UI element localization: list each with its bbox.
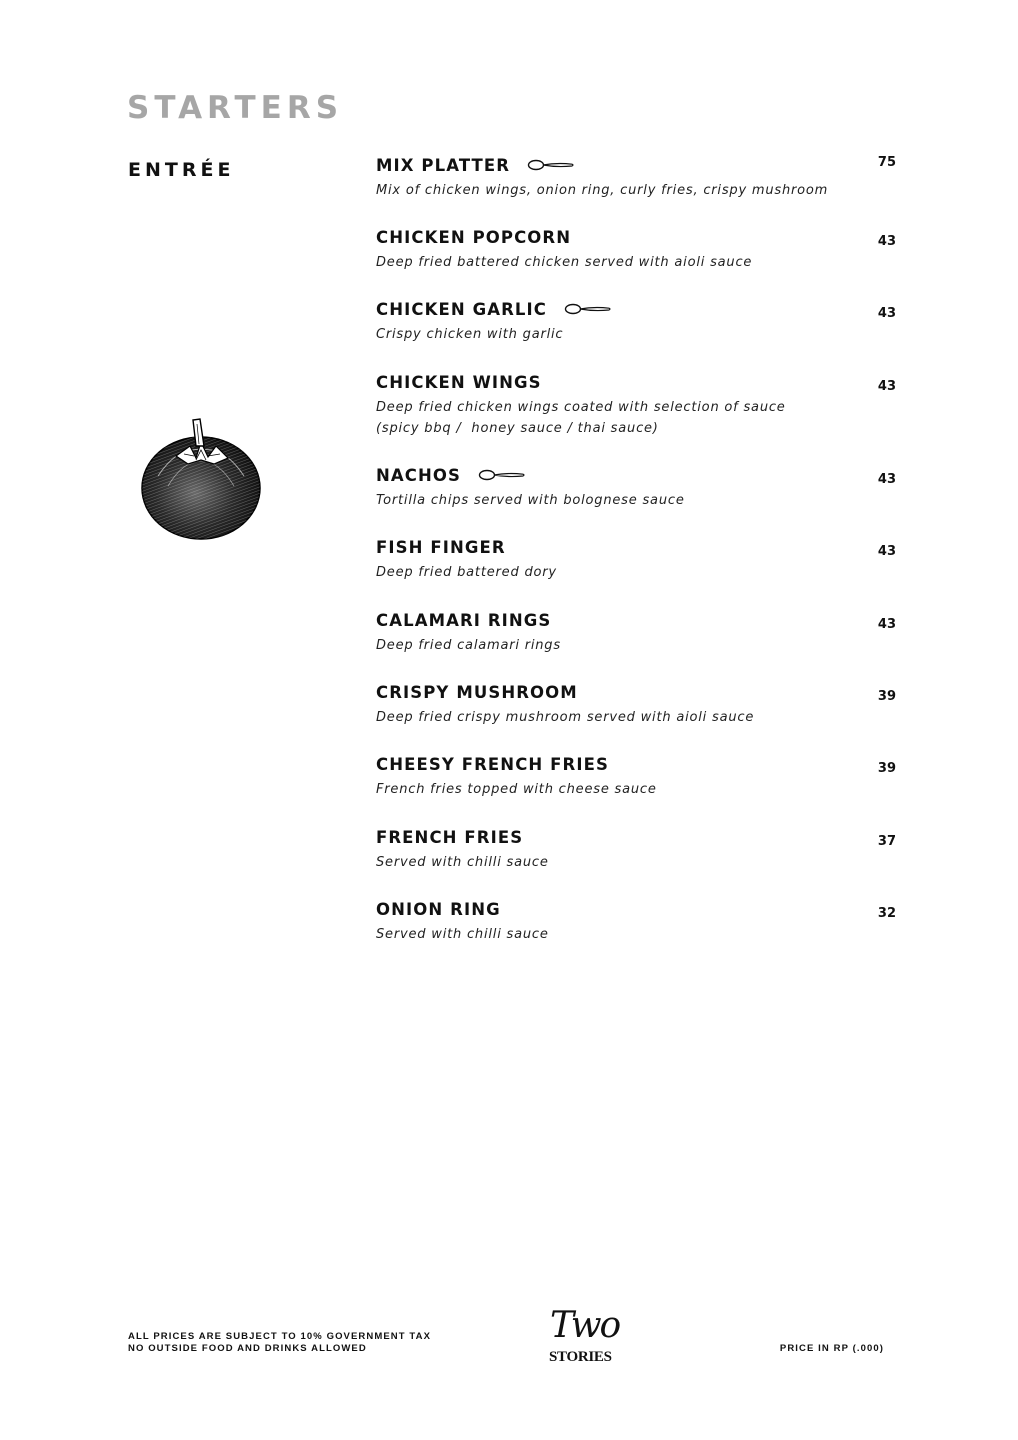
item-price: 43	[877, 617, 896, 632]
section-label: ENTRÉE	[128, 159, 235, 181]
item-name: CHICKEN GARLIC	[376, 299, 547, 319]
brand-logo	[540, 1305, 630, 1370]
brand-sub: STORIES	[549, 1349, 612, 1365]
item-name: ONION RING	[376, 899, 501, 919]
item-name: CHICKEN WINGS	[376, 372, 542, 392]
item-price: 37	[877, 834, 896, 849]
price-note: PRICE IN RP (.000)	[779, 1343, 884, 1354]
item-description: Deep fried calamari rings	[376, 638, 561, 653]
menu-item	[376, 753, 896, 800]
item-description: Deep fried chicken wings coated with selection of sauce (spicy bbq / honey sauce / thai sauce)	[376, 400, 786, 436]
item-description: Deep fried battered chicken served with aioli sauce	[376, 255, 753, 270]
item-price: 39	[877, 689, 896, 704]
menu-item	[376, 371, 896, 439]
tomato-icon	[138, 416, 264, 542]
footer-notes	[128, 1331, 431, 1355]
item-name: MIX PLATTER	[376, 155, 511, 175]
item-description: Served with chilli sauce	[376, 855, 549, 870]
menu-item	[376, 536, 896, 583]
item-description: Tortilla chips served with bolognese sauce	[376, 493, 685, 508]
menu-item	[376, 464, 896, 511]
item-description: Deep fried crispy mushroom served with aioli sauce	[376, 710, 755, 725]
item-name: CHICKEN POPCORN	[376, 227, 572, 247]
item-price: 43	[877, 379, 896, 394]
spoon-icon	[527, 158, 575, 172]
item-description: French fries topped with cheese sauce	[376, 782, 657, 797]
menu-item	[376, 609, 896, 656]
item-price: 43	[877, 544, 896, 559]
item-price: 32	[877, 906, 896, 921]
item-description: Crispy chicken with garlic	[376, 327, 564, 342]
menu-item	[376, 226, 896, 273]
item-price: 43	[877, 306, 896, 321]
item-name: NACHOS	[376, 465, 462, 485]
page-title: STARTERS	[127, 90, 344, 126]
item-price: 43	[877, 472, 896, 487]
item-name: FISH FINGER	[376, 537, 506, 557]
tax-note: ALL PRICES ARE SUBJECT TO 10% GOVERNMENT TAX	[128, 1331, 432, 1342]
item-price: 75	[877, 155, 896, 170]
item-name: CALAMARI RINGS	[376, 610, 552, 630]
item-price: 39	[877, 761, 896, 776]
menu-item	[376, 826, 896, 873]
menu-item	[376, 298, 896, 345]
menu-item	[376, 681, 896, 728]
item-description: Deep fried battered dory	[376, 565, 557, 580]
menu-item	[376, 898, 896, 945]
item-name: CRISPY MUSHROOM	[376, 682, 578, 702]
brand-script: Two	[550, 1305, 620, 1346]
item-name: FRENCH FRIES	[376, 827, 524, 847]
menu-item	[376, 154, 896, 201]
item-description: Served with chilli sauce	[376, 927, 549, 942]
item-name: CHEESY FRENCH FRIES	[376, 754, 609, 774]
outside-food-note: NO OUTSIDE FOOD AND DRINKS ALLOWED	[128, 1343, 367, 1354]
item-description: Mix of chicken wings, onion ring, curly fries, crispy mushroom	[376, 183, 829, 198]
spoon-icon	[478, 468, 526, 482]
spoon-icon	[564, 302, 612, 316]
item-price: 43	[877, 234, 896, 249]
